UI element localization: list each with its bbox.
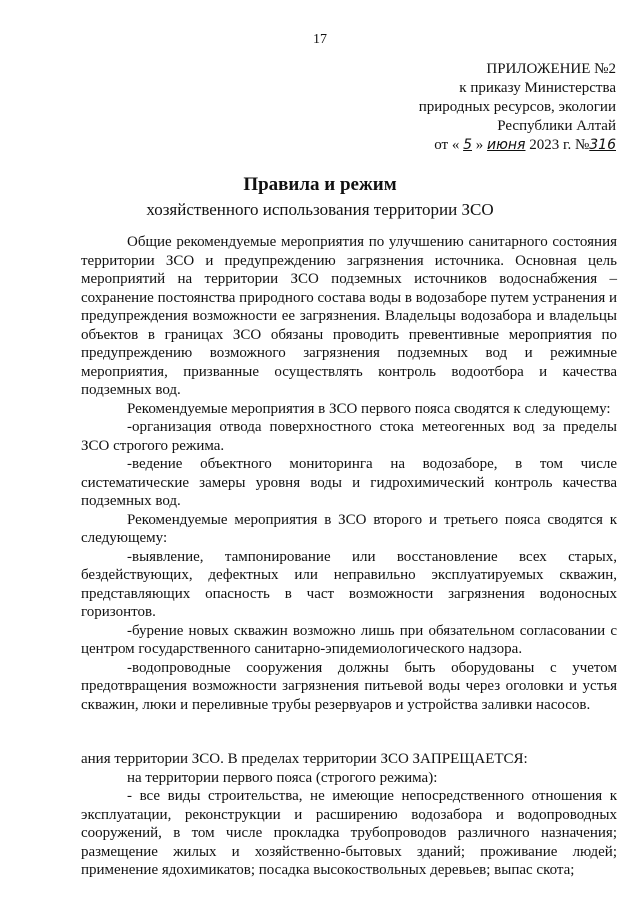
handwritten-day: 5 [463, 137, 473, 153]
paragraph: Рекомендуемые мероприятия в ЗСО второго и третьего пояса сводятся к следующему: [81, 511, 617, 546]
date-day-suffix: » [475, 137, 484, 153]
date-year: 2023 г. № [529, 137, 590, 153]
title-main: Правила и режим [243, 174, 397, 195]
paragraph: Рекомендуемые мероприятия в ЗСО первого пояса сводятся к следующему: [127, 400, 611, 417]
paragraph: -бурение новых скважин возможно лишь при обязательном согласовании с центром государственного санитарно-эпидемиологического надзора. [81, 622, 617, 657]
appendix-order-line: к приказу Министерства [459, 80, 616, 96]
page-number: 17 [313, 32, 327, 47]
appendix-republic-line: Республики Алтай [497, 118, 616, 134]
handwritten-order-number: 316 [589, 137, 616, 153]
prohibitions-heading: ания территории ЗСО. В пределах территории ЗСО ЗАПРЕЩАЕТСЯ: [81, 751, 528, 767]
title-subtitle: хозяйственного использования территории ЗСО [146, 200, 494, 219]
paragraph: -ведение объектного мониторинга на водозаборе, в том числе систематические замеры уровня воды и гидрохимический контроль качества подземных вод. [81, 456, 617, 509]
paragraph: -выявление, тампонирование или восстановление всех старых, бездействующих, дефектных или неправильно эксплуатируемых скважин, представляющих опасность в част возможности загрязнения водоносных горизонтов. [81, 548, 617, 620]
date-prefix: от « [434, 137, 460, 153]
paragraph: Общие рекомендуемые мероприятия по улучшению санитарного состояния территории ЗСО и предупреждению загрязнения источника. Основная цель мероприятий на территории ЗСО подземных источников водоснабжения – сохранение постоянства природного состава воды в водозаборе путем устранения и предупреждения возможности ее загрязнения. Владельцы водозабора и владельцы объектов в границах ЗСО обязаны проводить превентивные мероприятия по предупреждению возможного загрязнения подземных вод и режимные мероприятия, призванные осуществлять контроль водоотбора и качества подземных вод. [81, 234, 617, 398]
document-title [0, 174, 640, 220]
zone1-intro: на территории первого пояса (строгого режима): [127, 769, 438, 786]
document-body [81, 233, 617, 880]
zone1-item: - все виды строительства, не имеющие непосредственного отношения к эксплуатации, реконструкции и расширению водозабора и водопроводных сооружений, в том числе прокладка трубопроводов различного назначения; размещение жилых и хозяйственно-бытовых зданий; проживание людей; применение ядохимикатов; посадка высокоствольных деревьев; выпас скота; [81, 788, 617, 878]
appendix-ministry-line: природных ресурсов, экологии [418, 99, 616, 115]
paragraph: -организация отвода поверхностного стока метеогенных вод за пределы ЗСО строгого режима. [81, 419, 617, 454]
appendix-title: ПРИЛОЖЕНИЕ №2 [486, 61, 616, 77]
handwritten-month: июня [487, 137, 526, 153]
appendix-date-line [419, 136, 616, 155]
appendix-header [419, 60, 616, 155]
paragraph: -водопроводные сооружения должны быть оборудованы с учетом предотвращения возможности загрязнения питьевой воды через оголовки и устья скважин, люки и переливные трубы резервуаров и устройства заливки насосов. [81, 659, 617, 713]
